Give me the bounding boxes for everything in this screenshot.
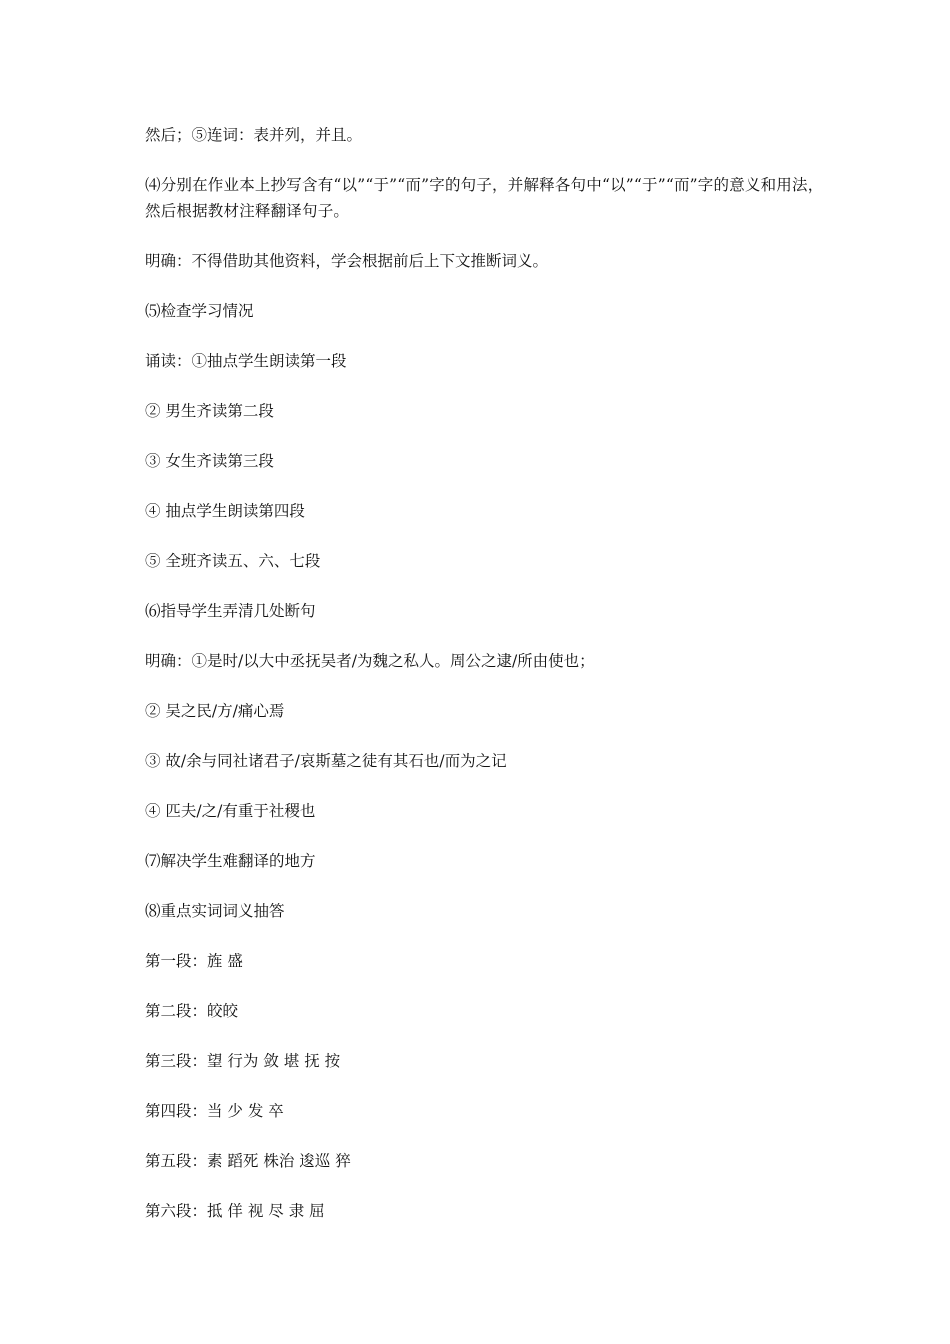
document-body: [145, 122, 825, 1224]
paragraph-break-1: 明确：①是时/以大中丞抚吴者/为魏之私人。周公之逮/所由使也；: [145, 652, 595, 670]
paragraph-section-2-words: 第二段：皎皎: [145, 1002, 239, 1020]
paragraph-check-learning: ⑸检查学习情况: [145, 302, 254, 320]
paragraph-recite-3: ③ 女生齐读第三段: [145, 452, 274, 470]
paragraph-break-4: ④ 匹夫/之/有重于社稷也: [145, 802, 316, 820]
paragraph-recite-2: ② 男生齐读第二段: [145, 402, 274, 420]
paragraph-break-2: ② 吴之民/方/痛心焉: [145, 702, 285, 720]
paragraph-recite-1: 诵读：①抽点学生朗读第一段: [145, 352, 347, 370]
paragraph-section-3-words: 第三段：望 行为 敛 堪 抚 按: [145, 1052, 341, 1070]
paragraph-break-3: ③ 故/余与同社诸君子/哀斯墓之徒有其石也/而为之记: [145, 752, 507, 770]
paragraph-difficult-translation: ⑺解决学生难翻译的地方: [145, 852, 316, 870]
paragraph-section-1-words: 第一段：旌 盛: [145, 952, 243, 970]
paragraph-section-6-words: 第六段：抵 佯 视 尽 隶 屈: [145, 1202, 325, 1220]
paragraph-recite-4: ④ 抽点学生朗读第四段: [145, 502, 305, 520]
paragraph-infer-meaning: 明确：不得借助其他资料，学会根据前后上下文推断词义。: [145, 252, 549, 270]
paragraph-section-5-words: 第五段：素 蹈死 株治 逡巡 猝: [145, 1152, 351, 1170]
paragraph-copy-sentences-task: ⑷分别在作业本上抄写含有“以”“于”“而”字的句子，并解释各句中“以”“于”“而”字的意义和用法，然后根据教材注释翻译句子。: [145, 176, 824, 220]
paragraph-section-4-words: 第四段：当 少 发 卒: [145, 1102, 284, 1120]
paragraph-key-words: ⑻重点实词词义抽答: [145, 902, 285, 920]
paragraph-sentence-breaks: ⑹指导学生弄清几处断句: [145, 602, 316, 620]
paragraph-conjunction-note: 然后；⑤连词：表并列，并且。: [145, 126, 363, 144]
paragraph-recite-5: ⑤ 全班齐读五、六、七段: [145, 552, 321, 570]
